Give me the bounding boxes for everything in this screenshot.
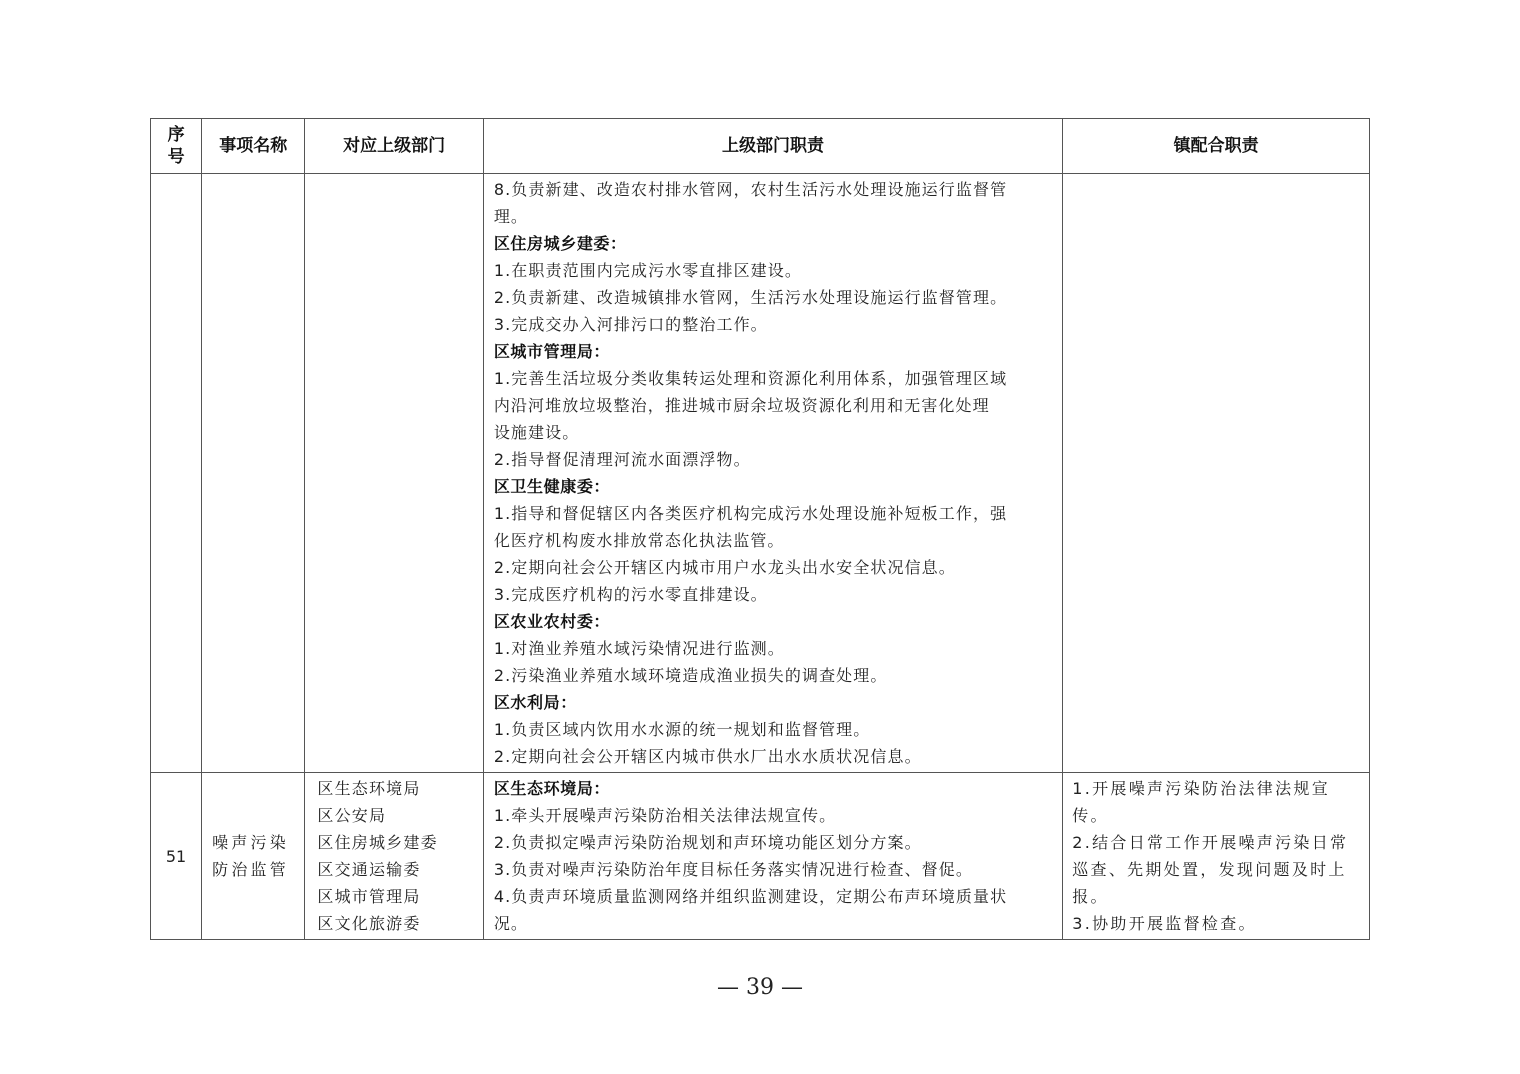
town-dept-heading: 传。 xyxy=(1072,806,1109,825)
town-duty-cell xyxy=(1063,174,1370,773)
dept-dept-heading: 区交通运输委 xyxy=(317,860,421,879)
duty-dept-heading: 区农业农村委： xyxy=(493,612,611,631)
item-name-line: 防治监管 xyxy=(212,860,289,879)
duty-line: 2.负责拟定噪声污染防治规划和声环境功能区划分方案。 xyxy=(493,833,922,852)
duty-lines xyxy=(484,174,1062,772)
dept-dept-heading: 区生态环境局 xyxy=(317,779,421,798)
duty-line: 化医疗机构废水排放常态化执法监管。 xyxy=(493,531,785,550)
town-lines xyxy=(1063,773,1369,939)
duty-line: 2.指导督促清理河流水面漂浮物。 xyxy=(493,450,751,469)
dept-dept-heading: 区公安局 xyxy=(317,806,387,825)
duty-line: 3.完成医疗机构的污水零直排建设。 xyxy=(493,585,768,604)
dept-lines xyxy=(305,773,482,939)
duty-line: 8.负责新建、改造农村排水管网，农村生活污水处理设施运行监督管 xyxy=(493,180,1008,199)
duty-line: 4.负责声环境质量监测网络并组织监测建设，定期公布声环境质量状 xyxy=(493,887,1008,906)
duty-line: 理。 xyxy=(493,207,529,226)
duty-line: 3.负责对噪声污染防治年度目标任务落实情况进行检查、督促。 xyxy=(493,860,973,879)
town-dept-heading: 巡查、先期处置，发现问题及时上 xyxy=(1072,860,1347,879)
page-number: — 39 — xyxy=(717,975,803,1000)
duty-dept-heading: 区水利局： xyxy=(493,693,577,712)
duty-line: 2.污染渔业养殖水域环境造成渔业损失的调查处理。 xyxy=(493,666,888,685)
duty-dept-heading: 区城市管理局： xyxy=(493,342,611,361)
duty-lines xyxy=(484,773,1062,939)
duty-line: 2.定期向社会公开辖区内城市供水厂出水水质状况信息。 xyxy=(493,747,922,766)
header-upper-dept: 对应上级部门 xyxy=(305,119,483,174)
town-dept-heading: 报。 xyxy=(1072,887,1109,906)
seq-cell xyxy=(151,174,202,773)
table-row xyxy=(151,174,1370,773)
duty-dept-heading: 区生态环境局： xyxy=(493,779,611,798)
duty-line: 1.负责区域内饮用水水源的统一规划和监督管理。 xyxy=(493,720,871,739)
seq-cell: 51 xyxy=(151,773,202,940)
upper-duty-cell xyxy=(483,773,1062,940)
upper-dept-cell xyxy=(305,773,483,940)
town-dept-heading: 3.协助开展监督检查。 xyxy=(1072,914,1257,933)
dept-dept-heading: 区住房城乡建委 xyxy=(317,833,438,852)
dept-dept-heading: 区文化旅游委 xyxy=(317,914,421,933)
header-seq-line: 号 xyxy=(167,147,185,167)
duty-line: 1.在职责范围内完成污水零直排区建设。 xyxy=(493,261,802,280)
responsibility-table xyxy=(150,118,1370,940)
duty-line: 1.对渔业养殖水域污染情况进行监测。 xyxy=(493,639,785,658)
duty-dept-heading: 区住房城乡建委： xyxy=(493,234,627,253)
header-seq xyxy=(151,119,202,174)
header-upper-duty: 上级部门职责 xyxy=(483,119,1062,174)
duty-line: 内沿河堆放垃圾整治，推进城市厨余垃圾资源化利用和无害化处理 xyxy=(493,396,990,415)
header-seq-line: 序 xyxy=(167,125,185,145)
item-name-cell xyxy=(202,773,305,940)
item-name-line: 噪声污染 xyxy=(212,833,289,852)
duty-line: 3.完成交办入河排污口的整治工作。 xyxy=(493,315,768,334)
duty-line: 1.牵头开展噪声污染防治相关法律法规宣传。 xyxy=(493,806,837,825)
table-header-row xyxy=(151,119,1370,174)
dept-dept-heading: 区城市管理局 xyxy=(317,887,421,906)
header-town-duty: 镇配合职责 xyxy=(1063,119,1370,174)
upper-duty-cell xyxy=(483,174,1062,773)
table-row xyxy=(151,773,1370,940)
town-dept-heading: 1.开展噪声污染防治法律法规宣 xyxy=(1072,779,1331,798)
upper-dept-cell xyxy=(305,174,483,773)
town-dept-heading: 2.结合日常工作开展噪声污染日常 xyxy=(1072,833,1349,852)
duty-line: 况。 xyxy=(493,914,529,933)
duty-line: 2.负责新建、改造城镇排水管网，生活污水处理设施运行监督管理。 xyxy=(493,288,1008,307)
town-duty-cell xyxy=(1063,773,1370,940)
item-name-cell xyxy=(202,174,305,773)
duty-line: 1.指导和督促辖区内各类医疗机构完成污水处理设施补短板工作，强 xyxy=(493,504,1008,523)
duty-line: 2.定期向社会公开辖区内城市用户水龙头出水安全状况信息。 xyxy=(493,558,956,577)
duty-line: 设施建设。 xyxy=(493,423,580,442)
duty-dept-heading: 区卫生健康委： xyxy=(493,477,611,496)
duty-line: 1.完善生活垃圾分类收集转运处理和资源化利用体系，加强管理区域 xyxy=(493,369,1008,388)
header-item-name: 事项名称 xyxy=(202,119,305,174)
